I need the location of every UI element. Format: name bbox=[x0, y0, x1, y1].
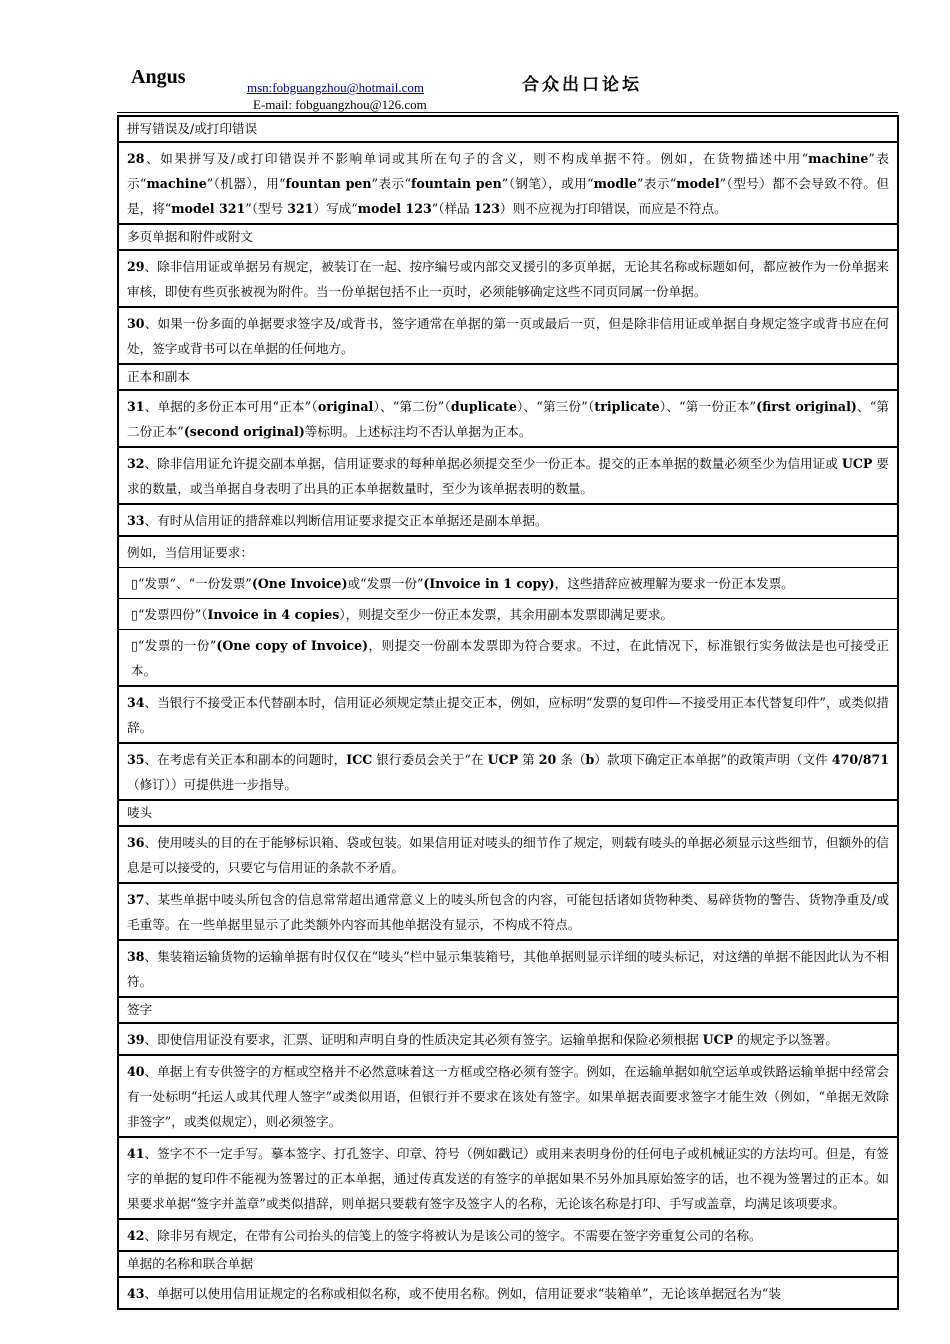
bullet-icon: ▯ bbox=[131, 576, 138, 591]
example-item: ▯“发票的一份”(One copy of Invoice)，则提交一份副本发票即为符合要求。不过，在此情况下，标准银行实务做法是也可接受正本。 bbox=[119, 630, 897, 687]
paragraph-43: 43、单据可以使用信用证规定的名称或相似名称，或不使用名称。例如，信用证要求“装箱单”，无论该单据冠名为“装 bbox=[119, 1278, 897, 1310]
section-heading: 正本和副本 bbox=[119, 365, 897, 391]
section-heading: 多页单据和附件或附文 bbox=[119, 225, 897, 251]
section-heading: 唛头 bbox=[119, 801, 897, 827]
paragraph-30: 30、如果一份多面的单据要求签字及/或背书，签字通常在单据的第一页或最后一页，但是除非信用证或单据自身规定签字或背书应在何处，签字或背书可以在单据的任何地方。 bbox=[119, 308, 897, 365]
paragraph-38: 38、集装箱运输货物的运输单据有时仅仅在“唛头”栏中显示集装箱号，其他单据则显示详细的唛头标记，对这缮的单据不能因此认为不相符。 bbox=[119, 941, 897, 998]
example-item: ▯“发票”、“一份发票”(One Invoice)或“发票一份”(Invoice in 1 copy)，这些措辞应被理解为要求一份正本发票。 bbox=[119, 568, 897, 599]
example-item: ▯“发票四份”（Invoice in 4 copies），则提交至少一份正本发票，其余用副本发票即满足要求。 bbox=[119, 599, 897, 630]
content-table bbox=[117, 115, 899, 1310]
bullet-icon: ▯ bbox=[131, 638, 138, 653]
paragraph-36: 36、使用唛头的目的在于能够标识箱、袋或包装。如果信用证对唛头的细节作了规定，则载有唛头的单据必须显示这些细节，但额外的信息是可以接受的，只要它与信用证的条款不矛盾。 bbox=[119, 827, 897, 884]
paragraph-33: 33、有时从信用证的措辞难以判断信用证要求提交正本单据还是副本单据。 bbox=[119, 505, 897, 537]
msn-link[interactable]: msn:fobguangzhou@hotmail.com bbox=[247, 80, 424, 95]
example-intro: 例如，当信用证要求： bbox=[119, 537, 897, 568]
paragraph-31: 31、单据的多份正本可用“正本”（original）、“第二份”（duplicate）、“第三份”（triplicate）、“第一份正本”(first original)、“第二份正本”(second original)等标明。上述标注均不否认单据为正本。 bbox=[119, 391, 897, 448]
paragraph-40: 40、单据上有专供签字的方框或空格并不必然意味着这一方框或空格必须有签字。例如，在运输单据如航空运单或铁路运输单据中经常会有一处标明“托运人或其代理人签字”或类似用语，但银行并不要求在该处有签字。如果单据表面要求签字才能生效（例如，“单据无效除非签字”，或类似规定），则必须签字。 bbox=[119, 1056, 897, 1138]
paragraph-39: 39、即使信用证没有要求，汇票、证明和声明自身的性质决定其必须有签字。运输单据和保险必须根据 UCP 的规定予以签署。 bbox=[119, 1024, 897, 1056]
section-heading: 签字 bbox=[119, 998, 897, 1024]
paragraph-28: 28、如果拼写及/或打印错误并不影响单词或其所在句子的含义，则不构成单据不符。例如，在货物描述中用“machine”表示“machine”（机器），用“fountan pen”表示“fountain pen”（钢笔），或用“modle”表示“model”（型号）都不会导致不符。但是，将“model 321”（型号 321）写成“model 123”（样品 123）则不应视为打印错误，而应是不符点。 bbox=[119, 143, 897, 225]
paragraph-37: 37、某些单据中唛头所包含的信息常常超出通常意义上的唛头所包含的内容，可能包括诸如货物种类、易碎货物的警告、货物净重及/或毛重等。在一些单据里显示了此类额外内容而其他单据没有显示，不构成不符点。 bbox=[119, 884, 897, 941]
paragraph-41: 41、签字不不一定手写。摹本签字、打孔签字、印章、符号（例如戳记）或用来表明身份的任何电子或机械证实的方法均可。但是，有签字的单据的复印件不能视为签署过的正本单据，通过传真发送的有签字的单据如果不另外加具原始签字的话，也不视为签署过的正本。如果要求单据“签字并盖章”或类似措辞，则单据只要载有签字及签字人的名称，无论该名称是打印、手写或盖章，均满足该项要求。 bbox=[119, 1138, 897, 1220]
section-heading: 拼写错误及/或打印错误 bbox=[119, 117, 897, 143]
email-address: E-mail: fobguangzhou@126.com bbox=[253, 97, 427, 112]
author-name: Angus bbox=[131, 66, 186, 88]
paragraph-34: 34、当银行不接受正本代替副本时，信用证必须规定禁止提交正本，例如，应标明“发票的复印件—不接受用正本代替复印件”，或类似措辞。 bbox=[119, 687, 897, 744]
header-divider bbox=[117, 112, 898, 113]
paragraph-32: 32、除非信用证允许提交副本单据，信用证要求的每种单据必须提交至少一份正本。提交的正本单据的数量必须至少为信用证或 UCP 要求的数量，或当单据自身表明了出具的正本单据数量时，至少为该单据表明的数量。 bbox=[119, 448, 897, 505]
paragraph-42: 42、除非另有规定，在带有公司抬头的信笺上的签字将被认为是该公司的签字。不需要在签字旁重复公司的名称。 bbox=[119, 1220, 897, 1252]
section-heading: 单据的名称和联合单据 bbox=[119, 1252, 897, 1278]
paragraph-35: 35、在考虑有关正本和副本的问题时，ICC 银行委员会关于“在 UCP 第 20 条（b）款项下确定正本单据”的政策声明（文件 470/871（修订））可提供进一步指导。 bbox=[119, 744, 897, 801]
forum-title: 合众出口论坛 bbox=[522, 75, 642, 95]
paragraph-29: 29、除非信用证或单据另有规定，被装订在一起、按序编号或内部交叉援引的多页单据，无论其名称或标题如何，都应被作为一份单据来审核，即使有些页张被视为附件。当一份单据包括不止一页时，必须能够确定这些不同页同属一份单据。 bbox=[119, 251, 897, 308]
bullet-icon: ▯ bbox=[131, 607, 138, 622]
